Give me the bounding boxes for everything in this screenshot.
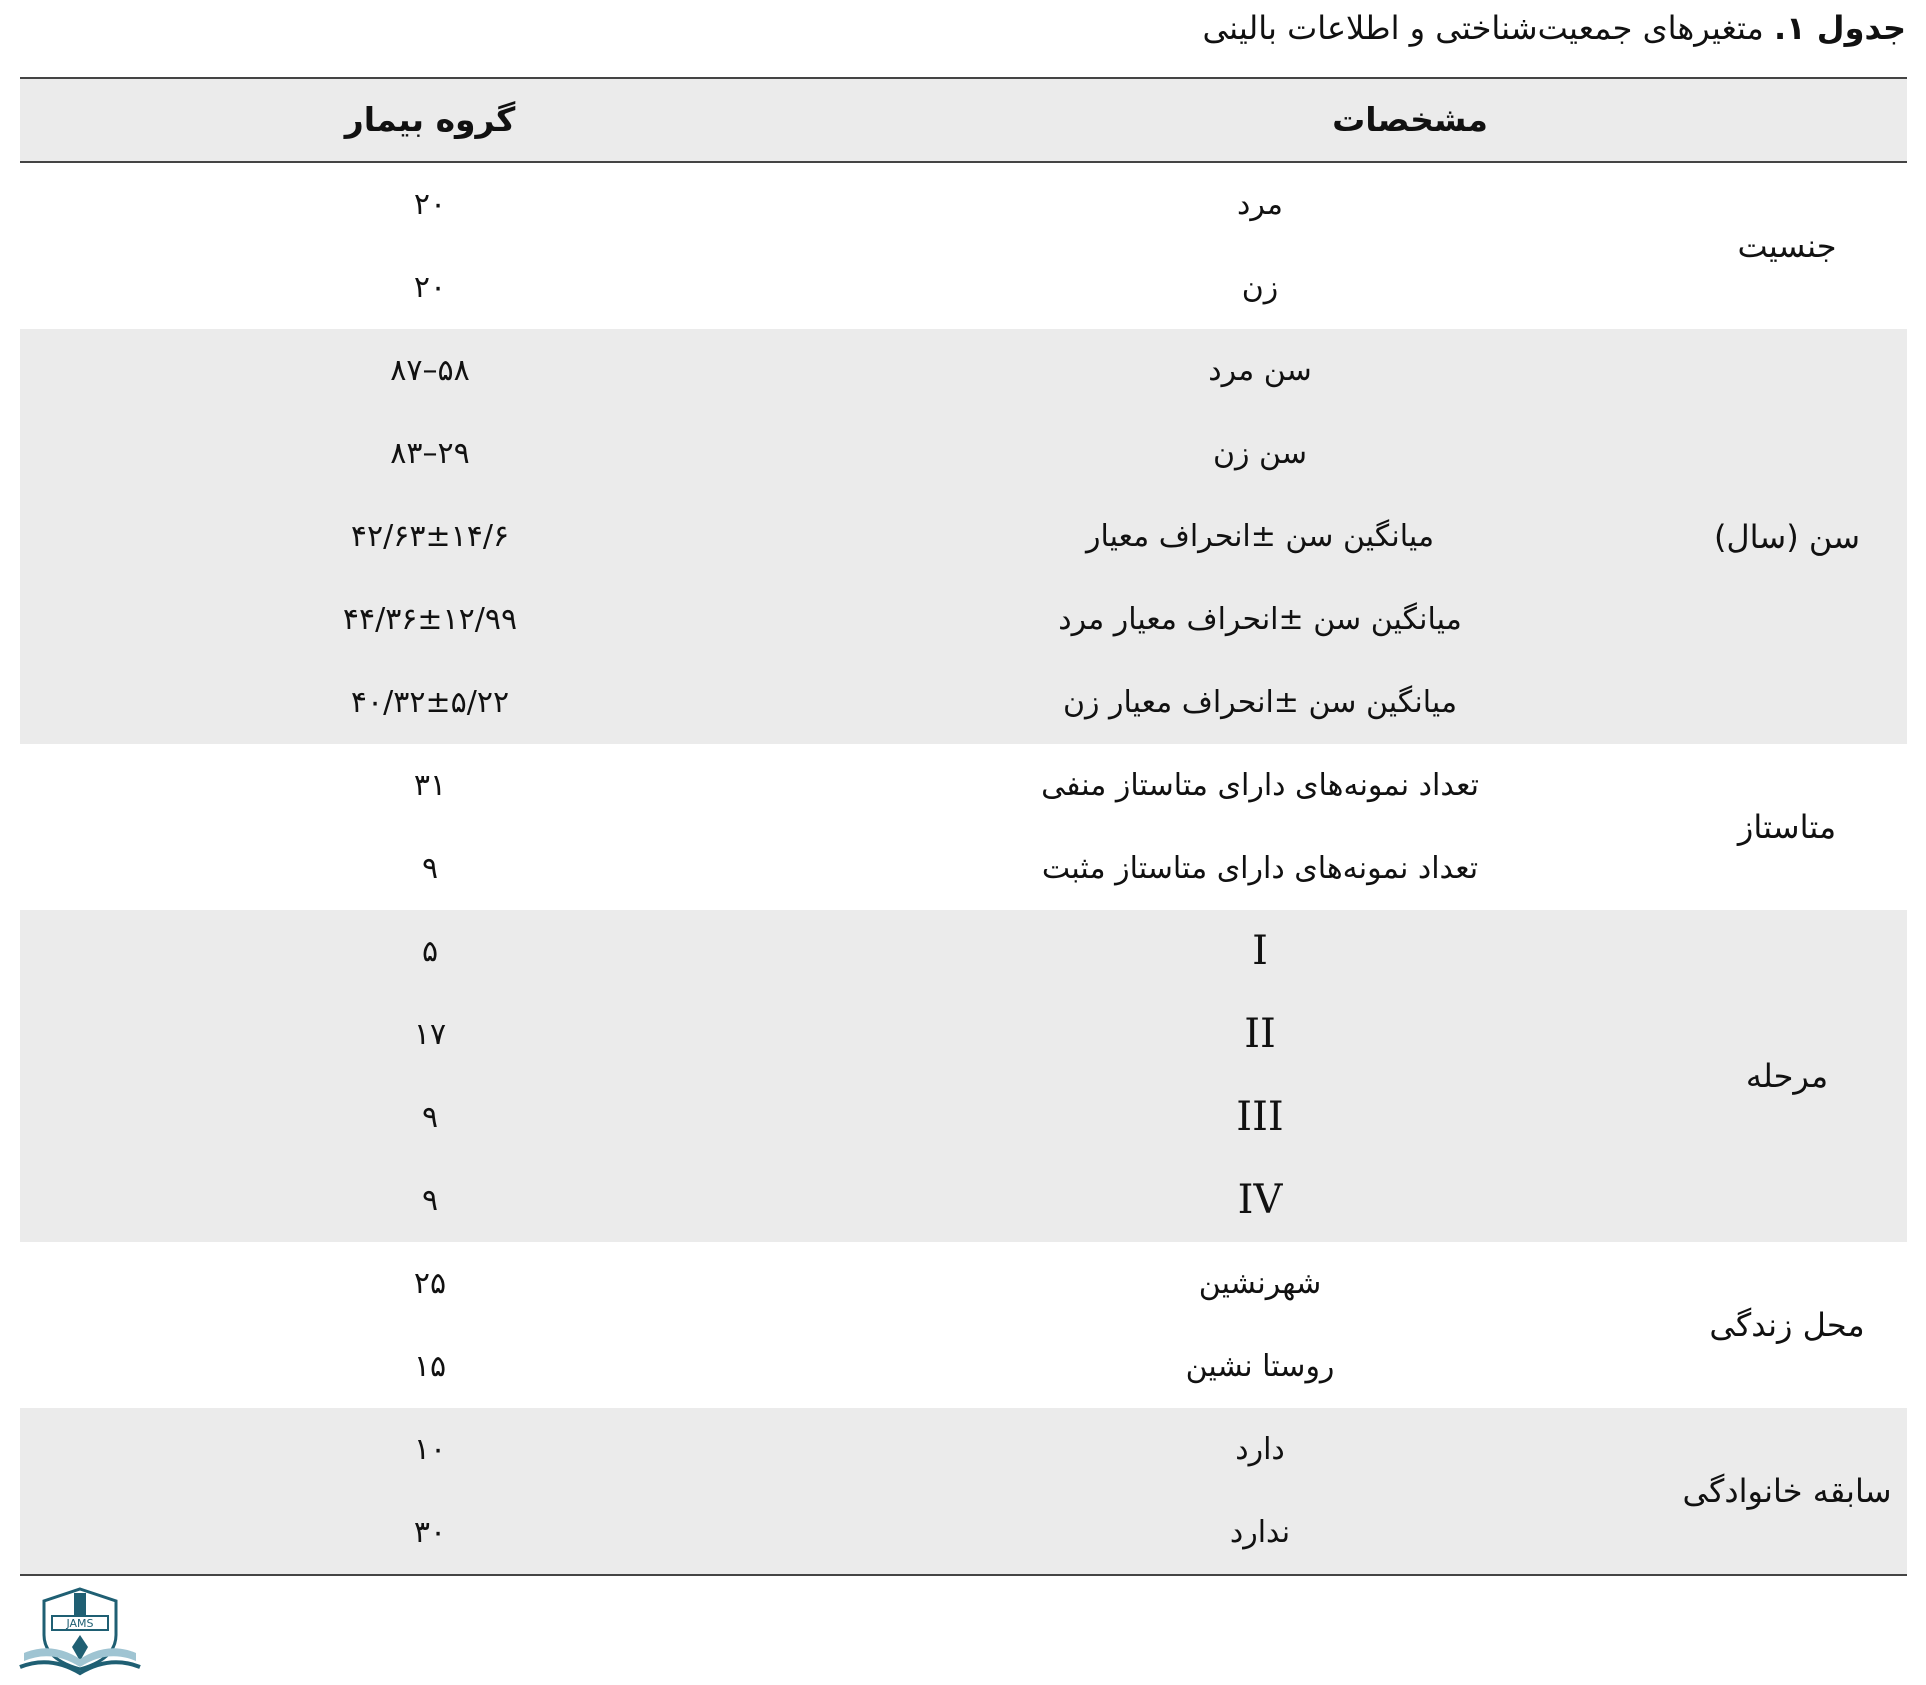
table-group — [20, 1242, 1907, 1408]
value-cell: ۹ — [421, 1100, 439, 1135]
table-row — [20, 1076, 1907, 1159]
value-cell: ۵۸–۸۷ — [390, 353, 470, 388]
value-cell: ۲۰ — [413, 270, 447, 305]
header-patient-group: گروه بیمار — [344, 100, 516, 139]
group-label: جنسیت — [1737, 227, 1837, 265]
table-row — [20, 744, 1907, 827]
value-cell: ۱۰ — [413, 1432, 447, 1467]
logo-text: JAMS — [66, 1617, 94, 1630]
characteristic-cell: سن زن — [1212, 436, 1308, 471]
characteristic-cell: سن مرد — [1208, 353, 1312, 388]
value-cell: ۹ — [421, 851, 439, 886]
table-row — [20, 1491, 1907, 1574]
value-cell: ۲۹–۸۳ — [390, 436, 470, 471]
characteristic-cell: تعداد نمونه‌های دارای متاستاز مثبت — [1041, 851, 1479, 886]
value-cell: ۴۲/۶۳±۱۴/۶ — [350, 519, 510, 554]
demographics-table — [20, 77, 1907, 1576]
characteristic-cell: میانگین سن ±انحراف معیار — [1085, 519, 1435, 554]
caption-label: جدول ۱. — [1773, 9, 1906, 47]
group-label: متاستاز — [1737, 808, 1837, 846]
table-row — [20, 495, 1907, 578]
characteristic-cell: III — [1236, 1094, 1284, 1140]
caption-text: متغیرهای جمعیت‌شناختی و اطلاعات بالینی — [1202, 9, 1764, 47]
group-label: سابقه خانوادگی — [1682, 1472, 1892, 1510]
table-caption — [20, 4, 1906, 52]
characteristic-cell: روستا نشین — [1185, 1349, 1335, 1384]
characteristic-cell: I — [1252, 928, 1268, 974]
table-row — [20, 412, 1907, 495]
characteristic-cell: میانگین سن ±انحراف معیار مرد — [1058, 602, 1462, 637]
table-group — [20, 163, 1907, 329]
table-row — [20, 1408, 1907, 1491]
header-characteristics: مشخصات — [1332, 100, 1488, 139]
table-group — [20, 744, 1907, 910]
characteristic-cell: II — [1244, 1011, 1276, 1057]
value-cell: ۴۴/۳۶±۱۲/۹۹ — [342, 602, 518, 637]
group-label: محل زندگی — [1709, 1306, 1865, 1344]
table-group — [20, 329, 1907, 744]
characteristic-cell: دارد — [1235, 1432, 1285, 1467]
table-row — [20, 246, 1907, 329]
value-cell: ۲۰ — [413, 187, 447, 222]
table-row — [20, 661, 1907, 744]
value-cell: ۲۵ — [413, 1266, 447, 1301]
value-cell: ۳۱ — [413, 768, 447, 803]
table-group — [20, 1408, 1907, 1574]
table-row — [20, 329, 1907, 412]
table-row — [20, 1242, 1907, 1325]
characteristic-cell: تعداد نمونه‌های دارای متاستاز منفی — [1041, 768, 1479, 803]
value-cell: ۳۰ — [413, 1515, 447, 1550]
value-cell: ۱۵ — [413, 1349, 447, 1384]
characteristic-cell: مرد — [1237, 187, 1283, 222]
value-cell: ۹ — [421, 1183, 439, 1218]
value-cell: ۱۷ — [413, 1017, 447, 1052]
table-body — [20, 163, 1907, 1574]
characteristic-cell: زن — [1241, 270, 1279, 305]
characteristic-cell: شهرنشین — [1198, 1266, 1322, 1301]
table-row — [20, 910, 1907, 993]
table-row — [20, 578, 1907, 661]
value-cell: ۴۰/۳۲±۵/۲۲ — [350, 685, 510, 720]
jams-logo — [18, 1583, 142, 1678]
characteristic-cell: ندارد — [1229, 1515, 1291, 1550]
table-row — [20, 163, 1907, 246]
table-row — [20, 1159, 1907, 1242]
group-label: سن (سال) — [1713, 517, 1861, 556]
table-row — [20, 1325, 1907, 1408]
group-label: مرحله — [1745, 1057, 1829, 1095]
table-row — [20, 827, 1907, 910]
value-cell: ۵ — [421, 934, 439, 969]
table-header — [20, 79, 1907, 163]
characteristic-cell: میانگین سن ±انحراف معیار زن — [1062, 685, 1458, 720]
table-row — [20, 993, 1907, 1076]
table-group — [20, 910, 1907, 1242]
characteristic-cell: IV — [1237, 1177, 1283, 1223]
